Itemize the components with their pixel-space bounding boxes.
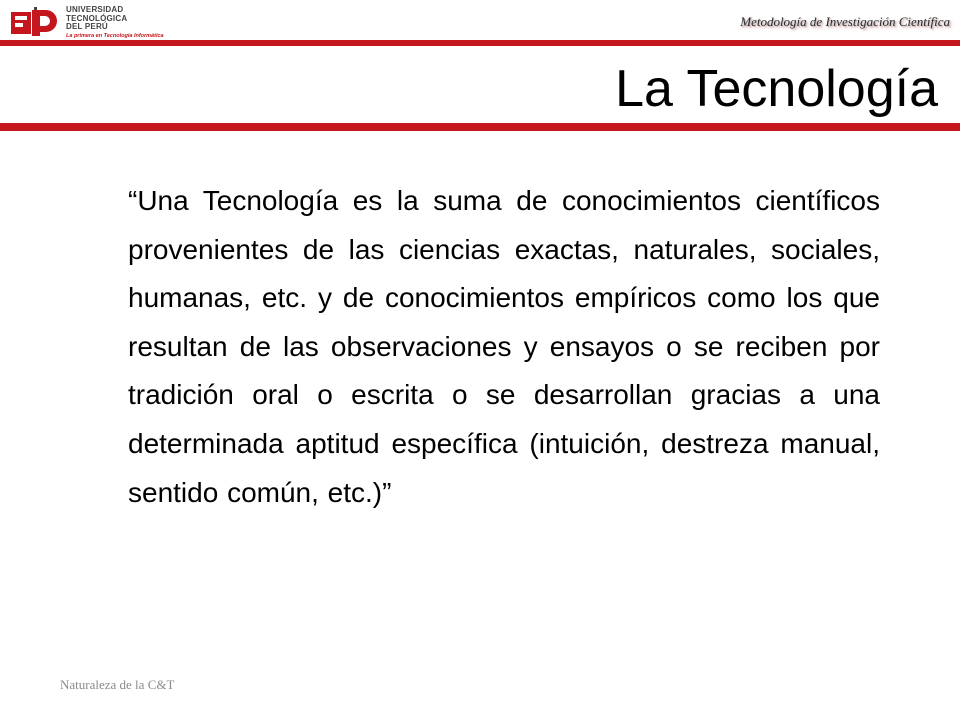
header-divider-top <box>0 40 960 46</box>
logo-line-2: TECNOLÓGICA <box>66 13 128 23</box>
utp-logo-icon <box>10 6 62 38</box>
logo-tagline: La primera en Tecnología Informática <box>66 32 164 39</box>
header-divider-bottom <box>0 123 960 131</box>
footer-text: Naturaleza de la C&T <box>60 677 175 692</box>
logo-line-1: UNIVERSIDAD <box>66 5 124 14</box>
slide-body-text: “Una Tecnología es la suma de conocimientos científicos provenientes de las ciencias exactas, naturales, sociales, humanas, etc. y de conocimientos empíricos como los que resultan de las observaciones y ensayos o se reciben por tradición oral o escrita o se desarrollan gracias a una determinada aptitud específica (intuición, destreza manual, sentido común, etc.)” <box>128 185 880 508</box>
university-logo <box>10 4 164 42</box>
slide-title: La Tecnología <box>615 60 938 118</box>
logo-text <box>66 6 164 39</box>
logo-line-3: DEL PERÚ <box>66 22 108 31</box>
course-title: Metodología de Investigación Científica <box>740 14 950 29</box>
